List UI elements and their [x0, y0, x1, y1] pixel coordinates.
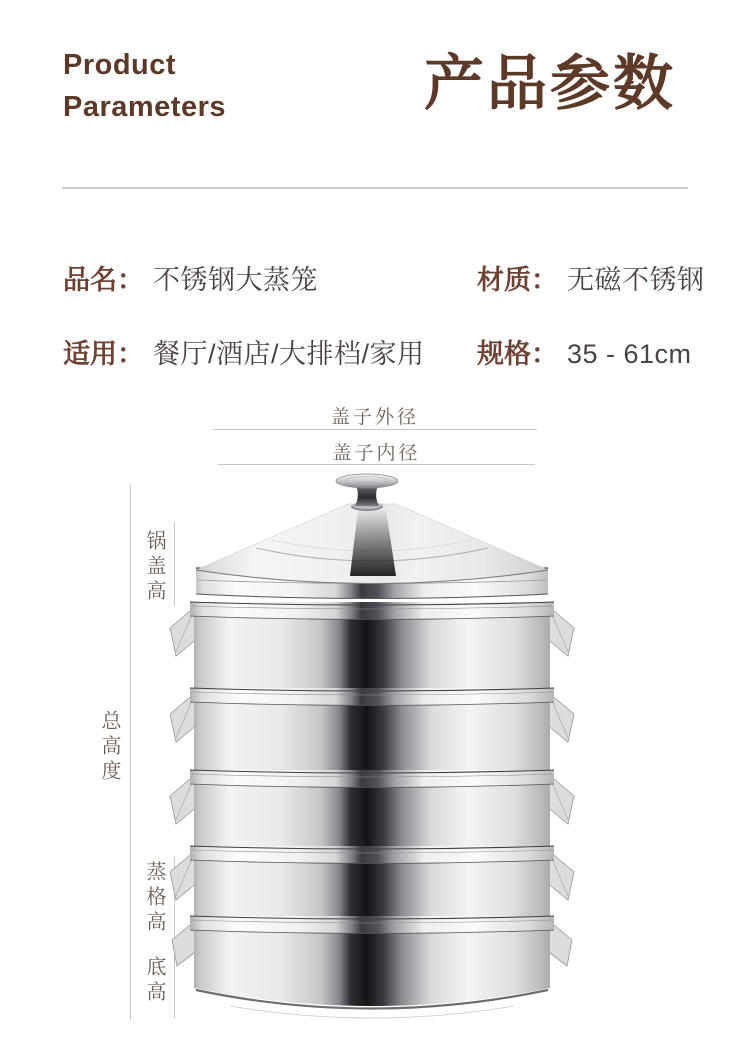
- dim-label-lid-height: 锅盖高: [143, 530, 165, 605]
- steamer-tier-bodies: [194, 616, 550, 1006]
- steamer-lid-cone: [196, 504, 548, 584]
- page-title-english-line2: Parameters: [63, 91, 226, 123]
- dim-label-base-height: 底高: [143, 956, 165, 1006]
- page-title-english: [63, 44, 226, 128]
- dim-line-total-height: [130, 485, 131, 1020]
- spec-size-range: [477, 332, 692, 371]
- spec-value: 35 - 61cm: [567, 339, 692, 369]
- spec-value: 无磁不锈钢: [567, 265, 705, 295]
- dim-label-tier-height: 蒸格高: [143, 861, 165, 936]
- dim-label-lid-outer-diameter: 盖子外径: [330, 407, 419, 428]
- spec-label: 规格：: [477, 339, 558, 369]
- dim-label-lid-inner-diameter: 盖子内径: [332, 443, 421, 464]
- steamer-product-photo: [160, 470, 580, 1030]
- page-title-chinese: 产品参数: [424, 50, 676, 117]
- spec-product-name: [63, 258, 318, 297]
- spec-material: [477, 258, 705, 297]
- page-title-english-line1: Product: [63, 49, 177, 81]
- dim-line-lid-outer-diameter: [213, 429, 537, 430]
- spec-label: 材质：: [477, 265, 558, 295]
- dim-label-total-height: 总高度: [98, 710, 120, 785]
- spec-application: [63, 332, 425, 371]
- header-divider: [62, 187, 688, 189]
- dim-line-lid-inner-diameter: [218, 464, 535, 465]
- spec-label: 品名：: [63, 265, 144, 295]
- spec-value: 不锈钢大蒸笼: [153, 265, 318, 295]
- spec-label: 适用：: [63, 339, 144, 369]
- spec-value: 餐厅/酒店/大排档/家用: [153, 339, 425, 369]
